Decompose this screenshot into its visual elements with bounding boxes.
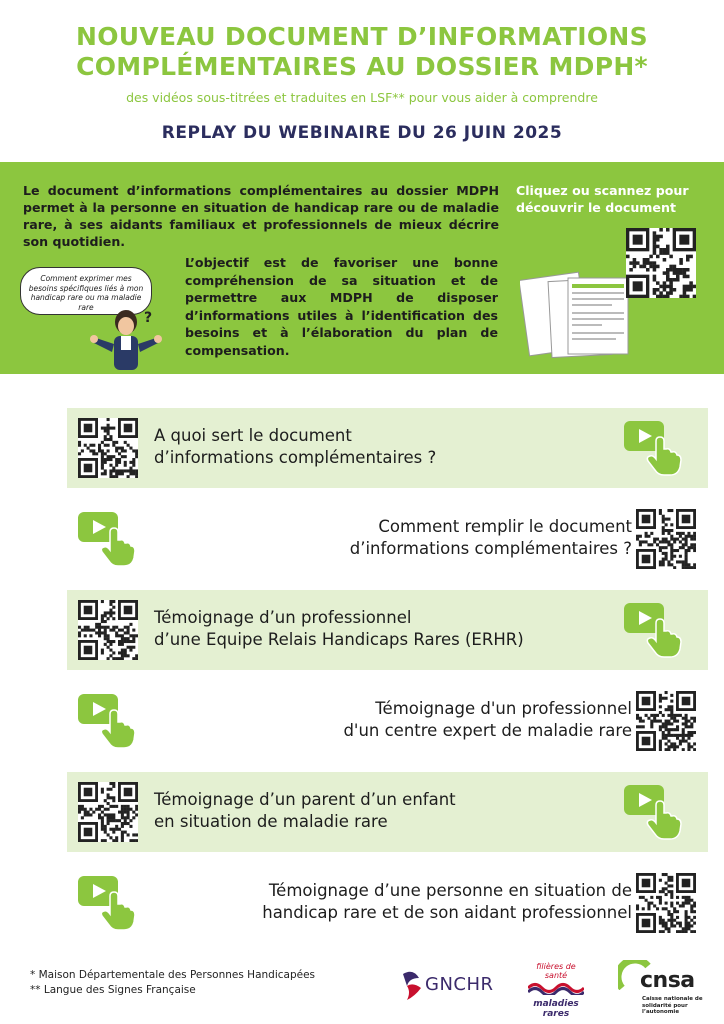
play-video-icon[interactable] — [622, 783, 684, 845]
video-card-4[interactable] — [67, 681, 708, 761]
video-card-5[interactable] — [67, 772, 708, 852]
footnotes — [30, 968, 315, 998]
footnote-mdph: * Maison Départementale des Personnes Handicapées — [30, 969, 316, 981]
footnote-lsf: ** Langue des Signes Française — [30, 984, 196, 996]
qr-code[interactable] — [78, 600, 138, 664]
title-line-1: NOUVEAU DOCUMENT D’INFORMATIONS — [76, 22, 648, 51]
title-line-2: COMPLÉMENTAIRES AU DOSSIER MDPH* — [76, 52, 648, 81]
speech-bubble: Comment exprimer mes besoins spécifiques liés à mon handicap rare ou ma maladie rare — [20, 267, 152, 315]
video-title: Témoignage d’un professionnel d’une Equipe Relais Handicaps Rares (ERHR) — [154, 608, 524, 649]
play-video-icon[interactable] — [76, 874, 138, 936]
subtitle: des vidéos sous-titrées et traduites en LSF** pour vous aider à comprendre — [126, 90, 598, 105]
qr-code[interactable] — [636, 691, 696, 755]
play-video-icon[interactable] — [76, 510, 138, 572]
filieres-wave-icon — [528, 981, 584, 995]
video-card-3[interactable] — [67, 590, 708, 670]
objective-text: L’objectif est de favoriser une bonne compréhension de sa situation et de permettre aux MDPH de disposer d’informations utiles à l’identification des besoins et à l’élaboration du plan de compensation. — [185, 255, 498, 358]
scan-call-to-action: Cliquez ou scannez pour découvrir le document — [516, 183, 689, 215]
cnsa-name: cnsa — [640, 968, 695, 993]
video-card-2[interactable] — [67, 499, 708, 579]
qr-code[interactable] — [78, 782, 138, 846]
filieres-logo — [525, 962, 587, 1019]
video-title: A quoi sert le document d’informations complémentaires ? — [154, 426, 437, 467]
gnchr-text: GNCHR — [425, 974, 494, 995]
document-qr-code[interactable] — [626, 228, 696, 302]
video-title: Témoignage d'un professionnel d'un centre expert de maladie rare — [343, 699, 632, 740]
filieres-line-2: maladies rares — [533, 999, 579, 1019]
play-video-icon[interactable] — [622, 601, 684, 663]
qr-code[interactable] — [636, 509, 696, 573]
info-band — [0, 162, 724, 374]
gnchr-logo — [399, 968, 499, 1002]
video-card-6[interactable] — [67, 863, 708, 943]
gnchr-mark-icon — [399, 968, 425, 1002]
page-title — [0, 22, 724, 82]
video-title: Témoignage d’une personne en situation de handicap rare et de son aidant professionnel — [262, 881, 632, 922]
qr-code[interactable] — [636, 873, 696, 937]
video-title: Témoignage d’un parent d’un enfant en situation de maladie rare — [154, 790, 456, 831]
video-card-1[interactable] — [67, 408, 708, 488]
replay-heading: REPLAY DU WEBINAIRE DU 26 JUIN 2025 — [161, 123, 563, 143]
play-video-icon[interactable] — [76, 692, 138, 754]
person-illustration — [88, 310, 164, 374]
play-video-icon[interactable] — [622, 419, 684, 481]
video-title: Comment remplir le document d’informations complémentaires ? — [349, 517, 632, 558]
intro-text: Le document d’informations complémentaires au dossier MDPH permet à la personne en situation de handicap rare ou de maladie rare, à ses aidants familiaux et professionnels de mieux décrire son quotidien. — [23, 183, 499, 249]
filieres-line-1: filières de santé — [536, 962, 576, 980]
cnsa-subtitle: Caisse nationale de solidarité pour l’autonomie — [642, 996, 703, 1015]
svg-text:?: ? — [144, 310, 153, 326]
document-thumbnail — [520, 270, 630, 358]
qr-code[interactable] — [78, 418, 138, 482]
